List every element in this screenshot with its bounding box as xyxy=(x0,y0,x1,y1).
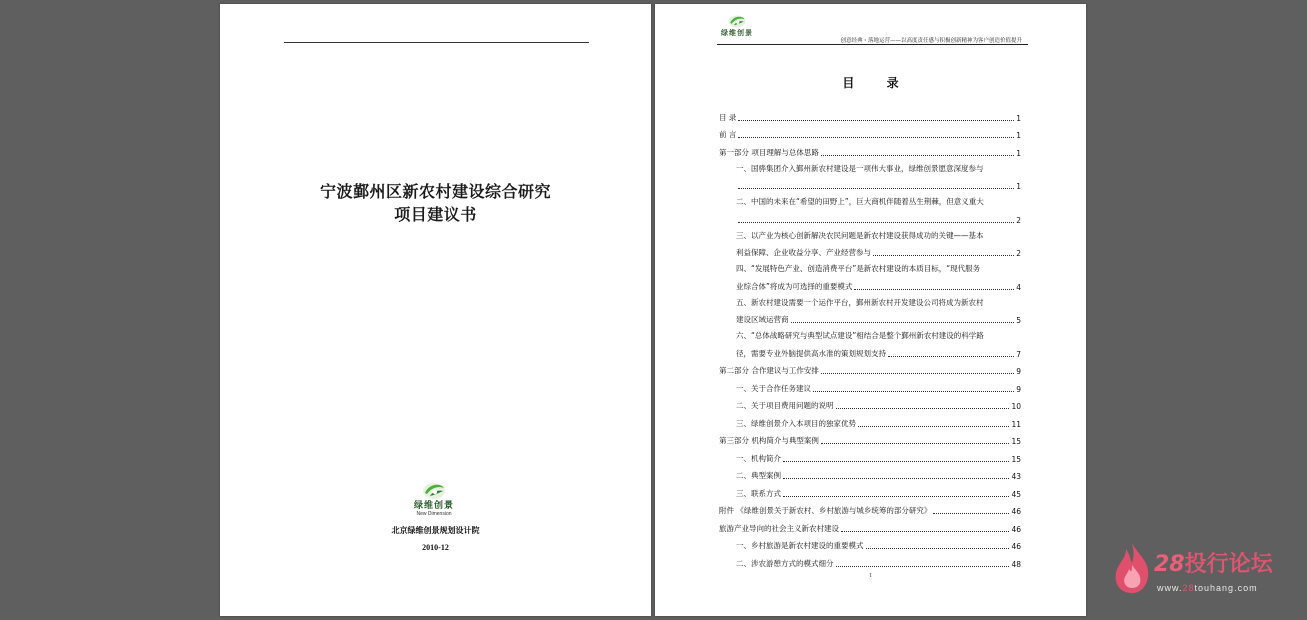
toc-entry-line[interactable] xyxy=(719,226,1021,242)
toc-dot-leader xyxy=(841,531,1009,532)
toc-entry-line[interactable] xyxy=(719,159,1021,175)
toc-entry-text: 一、乡村旅游是新农村建设的重要模式 xyxy=(736,541,864,550)
toc-dot-leader xyxy=(738,222,1014,223)
toc-entry-text: 第三部分 机构简介与典型案例 xyxy=(719,436,819,445)
leaf-logo-icon xyxy=(727,14,747,29)
toc-entry-line[interactable] xyxy=(719,293,1021,309)
toc-entry-page: 5 xyxy=(1016,316,1021,325)
toc-entry-text: 三、联系方式 xyxy=(736,488,781,498)
toc-entry-page: 48 xyxy=(1011,559,1021,569)
toc-dot-leader xyxy=(791,322,1015,323)
toc-dot-leader xyxy=(783,478,1009,479)
toc-entry[interactable] xyxy=(719,124,1021,142)
watermark-url-prefix: www. xyxy=(1157,583,1183,593)
toc-entry-page: 7 xyxy=(1016,349,1021,359)
toc-entry-text: 五、新农村建设需要一个运作平台，鄞州新农村开发建设公司将成为新农村 xyxy=(736,297,984,307)
header-rule xyxy=(717,44,1028,45)
toc-entry[interactable] xyxy=(719,360,1021,378)
toc-entry-text: 第二部分 合作建议与工作安排 xyxy=(719,366,819,375)
toc-entry[interactable] xyxy=(719,482,1021,500)
toc-entry[interactable] xyxy=(719,395,1021,413)
toc-entry-page: 46 xyxy=(1011,542,1021,551)
toc-entry-text: 前 言 xyxy=(719,130,737,139)
toc-entry-text: 二、典型案例 xyxy=(736,471,781,480)
toc-entry-text: 业综合体”将成为可选择的重要模式 xyxy=(736,281,853,291)
toc-entry-text: 六、“总体战略研究与典型试点建设”相结合是整个鄞州新农村建设的科学路 xyxy=(736,331,984,340)
cover-date: 2010-12 xyxy=(422,543,449,552)
cover-organization: 北京绿维创景规划设计院 xyxy=(391,526,480,535)
toc-entry-page: 9 xyxy=(1016,367,1021,376)
toc-entry[interactable] xyxy=(719,465,1021,483)
header-logo-chinese: 绿维创景 xyxy=(721,29,753,37)
watermark-number: 28 xyxy=(1154,552,1185,577)
toc-entry[interactable] xyxy=(719,175,1021,193)
toc-page xyxy=(655,4,1086,616)
toc-entry[interactable] xyxy=(719,208,1021,226)
toc-entry-text: 二、关于项目费用问题的说明 xyxy=(736,401,834,410)
watermark-title xyxy=(1154,553,1273,577)
watermark-url-suffix: touhang.com xyxy=(1194,583,1258,593)
toc-entry-page: 46 xyxy=(1011,524,1021,534)
toc-entry-text: 一、机构简介 xyxy=(736,453,781,463)
toc-entry-line[interactable] xyxy=(719,259,1021,275)
toc-entry-text: 一、关于合作任务建议 xyxy=(736,383,811,393)
toc-entry[interactable] xyxy=(719,500,1021,518)
toc-entry-text: 利益保障、企业收益分享、产业经营参与 xyxy=(736,248,871,257)
toc-entry-text: 四、“发展特色产业、创造消费平台”是新农村建设的本质目标，“现代服务 xyxy=(736,264,981,273)
toc-dot-leader xyxy=(866,548,1010,549)
toc-dot-leader xyxy=(873,255,1014,256)
toc-entry[interactable] xyxy=(719,309,1021,327)
toc-entry-page: 46 xyxy=(1011,507,1021,516)
toc-entry-page: 1 xyxy=(1016,182,1021,191)
toc-dot-leader xyxy=(854,289,1014,290)
toc-entry[interactable] xyxy=(719,412,1021,430)
toc-dot-leader xyxy=(738,188,1014,189)
toc-entry[interactable] xyxy=(719,447,1021,465)
toc-entry-text: 二、中国的未来在“希望的田野上”，巨大商机伴随着丛生荆棘，但意义重大 xyxy=(736,197,984,206)
toc-entry-page: 9 xyxy=(1016,384,1021,394)
cover-page xyxy=(220,4,651,616)
watermark-url xyxy=(1157,583,1258,593)
cover-logo-chinese: 绿维创景 xyxy=(414,501,455,511)
toc-entry-page: 10 xyxy=(1011,402,1021,411)
cover-top-rule xyxy=(284,42,589,43)
toc-entry-page: 43 xyxy=(1011,472,1021,481)
toc-dot-leader xyxy=(783,461,1009,462)
toc-entry-page: 2 xyxy=(1016,249,1021,258)
cover-logo xyxy=(414,481,454,517)
cover-title-line2: 项目建议书 xyxy=(394,205,477,224)
watermark-name: 投行论坛 xyxy=(1184,552,1273,577)
toc-entry-page: 1 xyxy=(1016,131,1021,140)
toc-entry[interactable] xyxy=(719,377,1021,395)
toc-entry-page: 4 xyxy=(1016,282,1021,292)
toc-entry-text: 径，需要专业外脑提供高水准的策划规划支持 xyxy=(736,348,886,358)
toc-entry-page: 1 xyxy=(1016,148,1021,158)
toc-entry[interactable] xyxy=(719,517,1021,535)
toc-entry-page: 15 xyxy=(1011,454,1021,464)
toc-entry-text: 建设区域运营商 xyxy=(736,315,789,324)
toc-entry[interactable] xyxy=(719,242,1021,260)
toc-entry-text: 旅游产业导向的社会主义新农村建设 xyxy=(719,523,839,533)
toc-title: 目 录 xyxy=(842,76,913,90)
toc-dot-leader xyxy=(783,496,1009,497)
toc-dot-leader xyxy=(858,426,1009,427)
flame-logo-icon xyxy=(1112,541,1152,595)
toc-dot-leader xyxy=(821,443,1010,444)
toc-entry-line[interactable] xyxy=(719,192,1021,208)
watermark-url-highlight: 28 xyxy=(1182,583,1195,593)
toc-entry[interactable] xyxy=(719,275,1021,293)
table-of-contents xyxy=(719,106,1021,570)
toc-dot-leader xyxy=(836,566,1010,567)
toc-entry-page: 15 xyxy=(1011,437,1021,446)
toc-entry-page: 1 xyxy=(1016,113,1021,123)
page-number: 1 xyxy=(869,573,872,579)
leaf-logo-icon xyxy=(421,481,447,501)
toc-entry-text: 三、以产业为核心创新解决农民问题是新农村建设获得成功的关键——基本 xyxy=(736,230,984,240)
toc-entry[interactable] xyxy=(719,342,1021,360)
toc-entry-page: 11 xyxy=(1011,419,1021,429)
toc-dot-leader xyxy=(821,373,1014,374)
toc-entry[interactable] xyxy=(719,552,1021,570)
toc-entry[interactable] xyxy=(719,535,1021,553)
toc-entry-text: 目 录 xyxy=(719,112,737,122)
toc-dot-leader xyxy=(933,513,1009,514)
toc-entry-text: 三、绿维创景介入本项目的独家优势 xyxy=(736,418,856,428)
header-slogan: 创意经典・落地运营——以高度责任感与积极创新精神为客户创造价值提升 xyxy=(840,38,1022,44)
forum-watermark xyxy=(1112,541,1292,601)
toc-entry-text: 一、国骅集团介入鄞州新农村建设是一项伟大事业，绿维创景愿意深度参与 xyxy=(736,163,984,173)
toc-dot-leader xyxy=(821,155,1014,156)
cover-title-line1: 宁波鄞州区新农村建设综合研究 xyxy=(319,182,551,201)
toc-dot-leader xyxy=(888,356,1014,357)
header-logo xyxy=(721,14,753,37)
toc-entry-page: 2 xyxy=(1016,215,1021,225)
toc-entry[interactable] xyxy=(719,106,1021,124)
toc-entry-text: 二、涉农游憩方式的模式细分 xyxy=(736,558,834,568)
toc-dot-leader xyxy=(813,391,1014,392)
toc-entry[interactable] xyxy=(719,430,1021,448)
cover-logo-english: New Dimension xyxy=(416,511,452,517)
toc-entry-page: 45 xyxy=(1011,489,1021,499)
toc-dot-leader xyxy=(738,120,1014,121)
toc-dot-leader xyxy=(738,137,1014,138)
toc-dot-leader xyxy=(836,408,1010,409)
toc-entry[interactable] xyxy=(719,141,1021,159)
toc-entry-text: 第一部分 项目理解与总体思路 xyxy=(719,147,819,157)
toc-entry-line[interactable] xyxy=(719,326,1021,342)
toc-entry-text: 附件 《绿维创景关于新农村、乡村旅游与城乡统筹的部分研究》 xyxy=(719,506,932,515)
